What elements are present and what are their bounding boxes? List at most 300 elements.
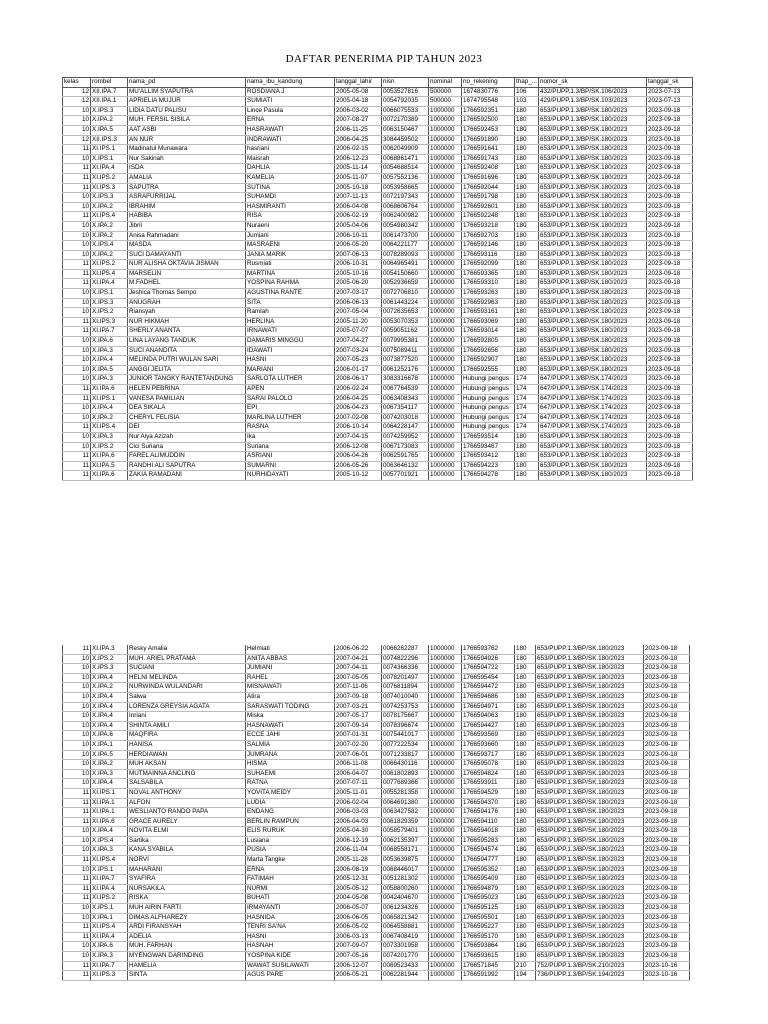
cell-thap: 180 <box>515 913 536 923</box>
cell-nama-ibu: Helmiati <box>246 645 335 654</box>
cell-rombel: XI.IPA.6 <box>91 452 128 462</box>
cell-nomor-sk: 653/PUPP.1.3/BP/SK.180/2023 <box>539 202 647 212</box>
cell-tanggal-lahir: 2006-03-13 <box>335 932 382 942</box>
cell-nama-pd: SAPUTRA <box>128 183 246 193</box>
cell-kelas: 10 <box>63 827 91 837</box>
cell-no-rekening: 1766593467 <box>462 442 515 452</box>
cell-tanggal-lahir: 2005-10-18 <box>335 183 382 193</box>
cell-rombel: XI.IPS.1 <box>91 788 128 798</box>
cell-nisn: 0062400982 <box>382 212 429 222</box>
cell-rombel: X.IPA.4 <box>91 692 128 702</box>
cell-no-rekening: 1766594472 <box>462 683 515 693</box>
cell-thap: 174 <box>515 404 539 414</box>
cell-tanggal-lahir: 2006-05-26 <box>335 461 382 471</box>
cell-tanggal-sk: 2023-09-18 <box>647 212 693 222</box>
cell-no-rekening: 1766593660 <box>462 740 515 750</box>
cell-kelas: 10 <box>63 250 91 260</box>
cell-nomor-sk: 653/PUPP.1.3/BP/SK.180/2023 <box>539 145 647 155</box>
cell-kelas: 10 <box>63 769 91 779</box>
cell-kelas: 10 <box>63 740 91 750</box>
cell-no-rekening: 1766592248 <box>462 212 515 222</box>
cell-tanggal-lahir: 2007-09-07 <box>335 942 382 952</box>
cell-tanggal-lahir: 2007-04-15 <box>335 432 382 442</box>
cell-nomor-sk: 653/PUPP.1.3/BP/SK.180/2023 <box>539 183 647 193</box>
cell-nomor-sk: 653/PUPP.1.3/BP/SK.180/2023 <box>536 750 644 760</box>
table-row <box>63 164 693 174</box>
cell-nomor-sk: 653/PUPP.1.3/BP/SK.180/2023 <box>539 164 647 174</box>
cell-nomor-sk: 653/PUPP.1.3/BP/SK.180/2023 <box>536 731 644 741</box>
cell-tanggal-lahir: 2007-11-06 <box>335 683 382 693</box>
cell-nominal: 1000000 <box>429 827 462 837</box>
cell-nominal: 1000000 <box>429 365 462 375</box>
table-row <box>63 212 693 222</box>
cell-nama-pd: Jeshica Thomas Sempo <box>128 289 246 299</box>
cell-nominal: 1000000 <box>429 760 462 770</box>
cell-rombel: X.IPA.4 <box>91 356 128 366</box>
cell-nominal: 1000000 <box>429 654 462 664</box>
table-row <box>63 846 690 856</box>
cell-tanggal-lahir: 2006-11-08 <box>335 760 382 770</box>
cell-nama-pd: HABIBA <box>128 212 246 222</box>
cell-thap: 180 <box>515 106 539 116</box>
cell-no-rekening: 1766591992 <box>462 971 515 981</box>
cell-kelas: 10 <box>63 750 91 760</box>
cell-kelas: 10 <box>63 289 91 299</box>
table-row <box>63 289 693 299</box>
cell-nama-ibu: DAHLIA <box>246 164 335 174</box>
cell-tanggal-sk: 2023-09-18 <box>644 769 690 779</box>
col-nomor-sk: nomor_sk <box>539 78 647 88</box>
col-nominal: nominal <box>429 78 462 88</box>
cell-kelas: 12 <box>63 87 91 97</box>
cell-tanggal-sk: 2023-09-18 <box>647 317 693 327</box>
table-row <box>63 452 693 462</box>
cell-tanggal-sk: 2023-07-13 <box>647 87 693 97</box>
col-nama-ibu-kandung: nama_ibu_kandung <box>246 78 335 88</box>
cell-nama-ibu: FATIMAH <box>246 875 335 885</box>
table-row <box>63 750 690 760</box>
cell-nama-pd: MU'ALLIM SYAPUTRA <box>128 87 246 97</box>
cell-kelas: 11 <box>63 645 91 654</box>
cell-nominal: 1000000 <box>429 645 462 654</box>
table-row <box>63 375 693 385</box>
cell-tanggal-lahir: 2005-10-12 <box>335 471 382 481</box>
cell-nominal: 1000000 <box>429 135 462 145</box>
cell-nominal: 1000000 <box>429 183 462 193</box>
table-row <box>63 346 693 356</box>
table-row <box>63 692 690 702</box>
cell-tanggal-sk: 2023-09-18 <box>644 923 690 933</box>
cell-nominal: 1000000 <box>429 385 462 395</box>
cell-nominal: 1000000 <box>429 394 462 404</box>
cell-nama-ibu: Lusiana <box>246 836 335 846</box>
cell-kelas: 10 <box>63 432 91 442</box>
cell-kelas: 10 <box>63 904 91 914</box>
cell-kelas: 10 <box>63 116 91 126</box>
cell-nomor-sk: 647/PUPP.1.3/BP/SK.174/2023 <box>539 385 647 395</box>
cell-tanggal-sk: 2023-09-18 <box>647 375 693 385</box>
cell-tanggal-lahir: 2007-11-13 <box>335 193 382 203</box>
cell-kelas: 11 <box>63 385 91 395</box>
cell-thap: 180 <box>515 125 539 135</box>
cell-nomor-sk: 653/PUPP.1.3/BP/SK.180/2023 <box>539 241 647 251</box>
cell-kelas: 10 <box>63 193 91 203</box>
cell-nama-ibu: MARLINA LUTHER <box>246 413 335 423</box>
cell-no-rekening: 1766594278 <box>462 471 515 481</box>
cell-nomor-sk: 653/PUPP.1.3/BP/SK.180/2023 <box>539 298 647 308</box>
cell-nama-ibu: ASRIANI <box>246 452 335 462</box>
cell-nama-ibu: Jumiani <box>246 231 335 241</box>
cell-no-rekening: 1766593762 <box>462 645 515 654</box>
cell-nama-ibu: PUSIA <box>246 846 335 856</box>
cell-thap: 180 <box>515 645 536 654</box>
cell-no-rekening: 1674795548 <box>462 97 515 107</box>
cell-rombel: X.IPS.2 <box>91 308 128 318</box>
cell-nama-ibu: JUMIANI <box>246 664 335 674</box>
table-row <box>63 327 693 337</box>
header-row <box>63 78 693 88</box>
cell-nomor-sk: 653/PUPP.1.3/BP/SK.180/2023 <box>539 461 647 471</box>
cell-tanggal-lahir: 2006-05-21 <box>335 971 382 981</box>
cell-kelas: 10 <box>63 125 91 135</box>
cell-nomor-sk: 653/PUPP.1.3/BP/SK.180/2023 <box>536 875 644 885</box>
cell-nama-ibu: MISNAWATI <box>246 683 335 693</box>
cell-rombel: XI.IPS.3 <box>91 183 128 193</box>
cell-nama-ibu: DAMARIS MINGGU <box>246 337 335 347</box>
cell-nama-pd: AN NUR <box>128 135 246 145</box>
cell-thap: 180 <box>515 221 539 231</box>
table-row <box>63 145 693 155</box>
cell-nominal: 1000000 <box>429 932 462 942</box>
cell-rombel: X.IPA.1 <box>91 913 128 923</box>
cell-nama-ibu: HASNIDA <box>246 913 335 923</box>
cell-thap: 180 <box>515 173 539 183</box>
cell-rombel: X.IPA.4 <box>91 673 128 683</box>
cell-nomor-sk: 653/PUPP.1.3/BP/SK.180/2023 <box>539 154 647 164</box>
cell-nama-pd: ALFON <box>128 798 246 808</box>
cell-thap: 180 <box>515 289 539 299</box>
table-row <box>63 260 693 270</box>
cell-rombel: X.IPA.3 <box>91 846 128 856</box>
cell-no-rekening: 1766594824 <box>462 769 515 779</box>
cell-tanggal-lahir: 2006-05-07 <box>335 904 382 914</box>
cell-tanggal-lahir: 2006-10-31 <box>335 260 382 270</box>
cell-tanggal-sk: 2023-09-18 <box>647 298 693 308</box>
cell-rombel: XI.IPA.4 <box>91 279 128 289</box>
cell-nama-pd: HERDIAWAN <box>128 750 246 760</box>
cell-nominal: 1000000 <box>429 817 462 827</box>
cell-nama-pd: MARSELIN <box>128 269 246 279</box>
cell-rombel: X.IPA.2 <box>91 250 128 260</box>
cell-nama-ibu: JUMRANA <box>246 750 335 760</box>
cell-nama-ibu: SUMARNI <box>246 461 335 471</box>
cell-tanggal-lahir: 2007-02-20 <box>335 740 382 750</box>
cell-no-rekening: 1766593514 <box>462 432 515 442</box>
cell-nominal: 1000000 <box>429 664 462 674</box>
cell-no-rekening: 1766595170 <box>462 932 515 942</box>
cell-kelas: 11 <box>63 798 91 808</box>
cell-nomor-sk: 653/PUPP.1.3/BP/SK.180/2023 <box>536 865 644 875</box>
table-row <box>63 125 693 135</box>
cell-tanggal-sk: 2023-09-18 <box>644 760 690 770</box>
table-row <box>63 221 693 231</box>
cell-rombel: XI.IPA.4 <box>91 932 128 942</box>
cell-thap: 180 <box>515 346 539 356</box>
table-row <box>63 404 693 414</box>
cell-nisn: 0067764539 <box>382 385 429 395</box>
cell-no-rekening: 1766595501 <box>462 913 515 923</box>
cell-nisn: 0053070353 <box>382 317 429 327</box>
cell-no-rekening: 1766592044 <box>462 183 515 193</box>
cell-nominal: 1000000 <box>429 125 462 135</box>
cell-nominal: 1000000 <box>429 904 462 914</box>
cell-no-rekening: 1766593161 <box>462 308 515 318</box>
table-row <box>63 241 693 251</box>
cell-nominal: 1000000 <box>429 452 462 462</box>
cell-nominal: 500000 <box>429 87 462 97</box>
cell-nominal: 1000000 <box>429 769 462 779</box>
cell-nomor-sk: 653/PUPP.1.3/BP/SK.180/2023 <box>539 317 647 327</box>
cell-tanggal-sk: 2023-09-18 <box>647 269 693 279</box>
cell-kelas: 10 <box>63 664 91 674</box>
cell-nama-pd: NOVITA ELMI <box>128 827 246 837</box>
cell-rombel: X.IPS.4 <box>91 241 128 251</box>
cell-nama-pd: Cici Suriana <box>128 442 246 452</box>
cell-nomor-sk: 653/PUPP.1.3/BP/SK.180/2023 <box>539 337 647 347</box>
cell-nama-pd: JUNIOR TANGKY RANTETANDUNG <box>128 375 246 385</box>
cell-nama-pd: LINA LAYANG TANDUK <box>128 337 246 347</box>
cell-no-rekening: 1674830776 <box>462 87 515 97</box>
cell-no-rekening: 1766594370 <box>462 798 515 808</box>
cell-tanggal-lahir: 2005-04-06 <box>335 221 382 231</box>
cell-nama-ibu: ERNA <box>246 865 335 875</box>
cell-rombel: X.IPA.4 <box>91 404 128 414</box>
cell-no-rekening: Hubungi pengus <box>462 385 515 395</box>
table-row <box>63 827 690 837</box>
cell-thap: 180 <box>515 750 536 760</box>
cell-nama-ibu: BUHATI <box>246 894 335 904</box>
cell-thap: 180 <box>515 846 536 856</box>
cell-no-rekening: 1766592453 <box>462 125 515 135</box>
cell-nama-ibu: INDRAWATI <box>246 135 335 145</box>
cell-no-rekening: 1766591641 <box>462 145 515 155</box>
cell-nominal: 1000000 <box>429 923 462 933</box>
cell-nominal: 1000000 <box>429 788 462 798</box>
cell-nama-pd: MUTMAINNA ANCUNG <box>128 769 246 779</box>
cell-nomor-sk: 653/PUPP.1.3/BP/SK.180/2023 <box>539 106 647 116</box>
cell-nama-pd: Madinatul Munawara <box>128 145 246 155</box>
cell-tanggal-lahir: 2006-05-02 <box>335 923 382 933</box>
cell-no-rekening: 1766594574 <box>462 846 515 856</box>
cell-nama-ibu: ERNA <box>246 116 335 126</box>
cell-tanggal-sk: 2023-09-18 <box>644 740 690 750</box>
cell-no-rekening: 1766592146 <box>462 241 515 251</box>
table-row <box>63 904 690 914</box>
cell-nomor-sk: 647/PUPP.1.3/BP/SK.174/2023 <box>539 375 647 385</box>
cell-no-rekening: 1766594777 <box>462 856 515 866</box>
cell-nominal: 1000000 <box>429 413 462 423</box>
cell-nomor-sk: 653/PUPP.1.3/BP/SK.180/2023 <box>536 788 644 798</box>
cell-nisn: 0053639875 <box>382 856 429 866</box>
cell-thap: 180 <box>515 664 536 674</box>
cell-tanggal-lahir: 2006-03-02 <box>335 106 382 116</box>
cell-nisn: 0053527816 <box>382 87 429 97</box>
cell-nama-pd: HELEN PEBRINA <box>128 385 246 395</box>
cell-rombel: X.IPS.3 <box>91 193 128 203</box>
cell-rombel: X.IPA.5 <box>91 365 128 375</box>
cell-nama-ibu: Suriana <box>246 442 335 452</box>
cell-thap: 180 <box>515 875 536 885</box>
cell-no-rekening: Hubungi pengus <box>462 404 515 414</box>
cell-kelas: 11 <box>63 164 91 174</box>
cell-tanggal-lahir: 2006-11-04 <box>335 846 382 856</box>
cell-nomor-sk: 653/PUPP.1.3/BP/SK.180/2023 <box>539 452 647 462</box>
cell-rombel: XI.IPA.4 <box>91 164 128 174</box>
cell-no-rekening: 1766591743 <box>462 154 515 164</box>
cell-tanggal-lahir: 2007-05-17 <box>335 712 382 722</box>
cell-nisn: 0062049909 <box>382 145 429 155</box>
cell-thap: 180 <box>515 923 536 933</box>
cell-nomor-sk: 653/PUPP.1.3/BP/SK.180/2023 <box>536 645 644 654</box>
cell-nama-pd: MUH. FARHAN <box>128 942 246 952</box>
cell-rombel: X.IPA.3 <box>91 346 128 356</box>
cell-tanggal-lahir: 2006-04-25 <box>335 394 382 404</box>
table-row <box>63 250 693 260</box>
cell-nama-pd: LORENZA GREYSIA AGATA <box>128 702 246 712</box>
cell-nisn: 0058579401 <box>382 827 429 837</box>
cell-no-rekening: 1766592805 <box>462 337 515 347</box>
table-row <box>63 183 693 193</box>
cell-nama-pd: CHERYL FELISIA <box>128 413 246 423</box>
cell-nama-ibu: HASMIRANTI <box>246 202 335 212</box>
cell-rombel: X.IPS.3 <box>91 298 128 308</box>
cell-nomor-sk: 653/PUPP.1.3/BP/SK.180/2023 <box>536 712 644 722</box>
cell-nominal: 1000000 <box>429 346 462 356</box>
cell-no-rekening: 1766592907 <box>462 356 515 366</box>
cell-tanggal-lahir: 2006-11-25 <box>335 125 382 135</box>
cell-thap: 174 <box>515 385 539 395</box>
cell-nominal: 1000000 <box>429 884 462 894</box>
cell-nama-pd: Salwa <box>128 692 246 702</box>
cell-tanggal-sk: 2023-09-18 <box>647 289 693 299</box>
cell-nisn: 0074259952 <box>382 432 429 442</box>
cell-nomor-sk: 647/PUPP.1.3/BP/SK.174/2023 <box>539 394 647 404</box>
table-row <box>63 961 690 971</box>
cell-nisn: 0063427582 <box>382 808 429 818</box>
cell-rombel: X.IPA.6 <box>91 337 128 347</box>
cell-nominal: 1000000 <box>429 913 462 923</box>
cell-no-rekening: 1766571845 <box>462 961 515 971</box>
cell-kelas: 10 <box>63 702 91 712</box>
cell-nominal: 1000000 <box>429 461 462 471</box>
cell-rombel: XI.IPA.7 <box>91 961 128 971</box>
cell-nama-pd: MUH. FERSIL SISILA <box>128 116 246 126</box>
cell-nama-pd: AMALIA <box>128 173 246 183</box>
cell-nama-pd: SALSABILA <box>128 779 246 789</box>
cell-kelas: 11 <box>63 183 91 193</box>
cell-no-rekening: 1766593310 <box>462 279 515 289</box>
cell-nisn: 0064965491 <box>382 260 429 270</box>
cell-no-rekening: 1766593569 <box>462 731 515 741</box>
cell-nomor-sk: 653/PUPP.1.3/BP/SK.180/2023 <box>539 471 647 481</box>
cell-nomor-sk: 653/PUPP.1.3/BP/SK.180/2023 <box>539 327 647 337</box>
cell-tanggal-sk: 2023-09-18 <box>644 683 690 693</box>
cell-thap: 180 <box>515 317 539 327</box>
cell-thap: 180 <box>515 202 539 212</box>
cell-tanggal-lahir: 2007-01-31 <box>335 731 382 741</box>
cell-thap: 180 <box>515 432 539 442</box>
cell-nomor-sk: 653/PUPP.1.3/BP/SK.180/2023 <box>539 260 647 270</box>
cell-nominal: 1000000 <box>429 193 462 203</box>
cell-nisn: 0051281302 <box>382 875 429 885</box>
cell-kelas: 10 <box>63 241 91 251</box>
cell-kelas: 11 <box>63 461 91 471</box>
cell-nomor-sk: 653/PUPP.1.3/BP/SK.180/2023 <box>536 836 644 846</box>
cell-tanggal-lahir: 2006-06-22 <box>335 645 382 654</box>
cell-nomor-sk: 653/PUPP.1.3/BP/SK.180/2023 <box>536 673 644 683</box>
table-row <box>63 952 690 962</box>
cell-tanggal-sk: 2023-09-18 <box>647 125 693 135</box>
cell-nomor-sk: 653/PUPP.1.3/BP/SK.180/2023 <box>539 356 647 366</box>
cell-tanggal-sk: 2023-09-18 <box>644 692 690 702</box>
cell-no-rekening: 1766592408 <box>462 164 515 174</box>
cell-nisn: 0054688514 <box>382 164 429 174</box>
cell-thap: 180 <box>515 471 539 481</box>
cell-nominal: 1000000 <box>429 250 462 260</box>
cell-nominal: 1000000 <box>429 894 462 904</box>
cell-nomor-sk: 653/PUPP.1.3/BP/SK.180/2023 <box>539 346 647 356</box>
cell-no-rekening: 1766593365 <box>462 269 515 279</box>
cell-nama-ibu: EPI <box>246 404 335 414</box>
cell-nama-pd: ASRAFURRIJAL <box>128 193 246 203</box>
cell-rombel: X.IPS.1 <box>91 154 128 164</box>
cell-nominal: 1000000 <box>429 856 462 866</box>
cell-tanggal-sk: 2023-10-16 <box>644 961 690 971</box>
cell-nama-ibu: BERLIN RAMPUN <box>246 817 335 827</box>
cell-nomor-sk: 653/PUPP.1.3/BP/SK.180/2023 <box>536 827 644 837</box>
cell-rombel: XI.IPS.1 <box>91 145 128 155</box>
cell-thap: 180 <box>515 760 536 770</box>
cell-nama-pd: MUH AKSAN <box>128 760 246 770</box>
cell-tanggal-lahir: 2007-04-21 <box>335 654 382 664</box>
cell-tanggal-sk: 2023-09-18 <box>647 471 693 481</box>
cell-thap: 180 <box>515 702 536 712</box>
cell-no-rekening: 1766593069 <box>462 317 515 327</box>
cell-no-rekening: 1766593116 <box>462 250 515 260</box>
cell-nama-pd: Resky Amalia <box>128 645 246 654</box>
table-row <box>63 231 693 241</box>
cell-nama-ibu: SARASWATI TODING <box>246 702 335 712</box>
cell-tanggal-lahir: 2005-11-14 <box>335 164 382 174</box>
cell-no-rekening: 1766593911 <box>462 779 515 789</box>
cell-kelas: 10 <box>63 346 91 356</box>
cell-nama-pd: HAMELIA <box>128 961 246 971</box>
cell-nama-pd: SUCIANI <box>128 664 246 674</box>
cell-nama-ibu: YOVITA MEIDY <box>246 788 335 798</box>
cell-rombel: XI.IPS.4 <box>91 212 128 222</box>
cell-nomor-sk: 653/PUPP.1.3/BP/SK.180/2023 <box>539 365 647 375</box>
cell-nisn: 0067173083 <box>382 442 429 452</box>
cell-nomor-sk: 653/PUPP.1.3/BP/SK.180/2023 <box>539 135 647 145</box>
cell-nomor-sk: 653/PUPP.1.3/BP/SK.180/2023 <box>536 654 644 664</box>
cell-nama-ibu: SUMIATI <box>246 97 335 107</box>
cell-kelas: 10 <box>63 692 91 702</box>
cell-nominal: 1000000 <box>429 808 462 818</box>
cell-thap: 180 <box>515 269 539 279</box>
cell-thap: 210 <box>515 961 536 971</box>
cell-nisn: 0074366336 <box>382 664 429 674</box>
cell-nama-ibu: ROSDIANA J <box>246 87 335 97</box>
